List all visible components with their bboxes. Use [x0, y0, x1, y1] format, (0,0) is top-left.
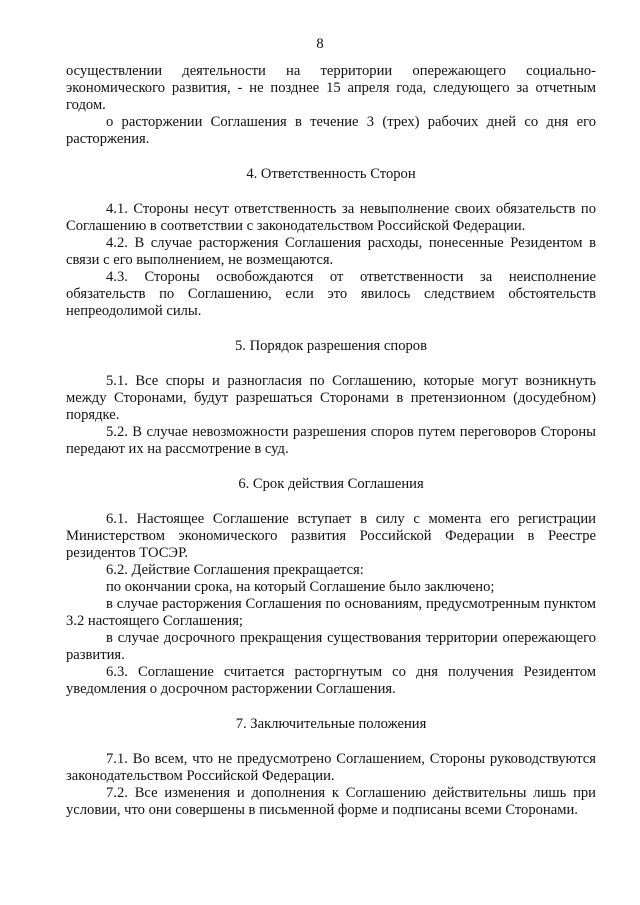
section-heading-4: 4. Ответственность Сторон	[246, 166, 416, 182]
section-heading-6: 6. Срок действия Соглашения	[238, 476, 424, 492]
paragraph-termination-notice: о расторжении Соглашения в течение 3 (трех) рабочих дней со дня его расторжения.	[66, 114, 596, 147]
paragraph-7-1: 7.1. Во всем, что не предусмотрено Соглашением, Стороны руководствуются законодательством Российской Федерации.	[66, 751, 596, 784]
paragraph-6-1: 6.1. Настоящее Соглашение вступает в силу с момента его регистрации Министерством экономического развития Российской Федерации в Реестре резидентов ТОСЭР.	[66, 511, 596, 561]
page-number: 8	[316, 36, 324, 52]
paragraph-4-1: 4.1. Стороны несут ответственность за невыполнение своих обязательств по Соглашению в соответствии с законодательством Российской Федерации.	[66, 201, 596, 234]
paragraph-6-2-item-1: по окончании срока, на который Соглашение было заключено;	[106, 579, 495, 595]
paragraph-continuation: осуществлении деятельности на территории опережающего социально-экономического развития, - не позднее 15 апреля года, следующего за отчетным годом.	[66, 63, 596, 113]
paragraph-6-2-item-3: в случае досрочного прекращения существования территории опережающего развития.	[66, 630, 596, 663]
paragraph-6-2-item-2: в случае расторжения Соглашения по основаниям, предусмотренным пунктом 3.2 настоящего Соглашения;	[66, 596, 596, 629]
section-heading-7: 7. Заключительные положения	[235, 716, 427, 732]
section-heading-5: 5. Порядок разрешения споров	[235, 338, 427, 354]
document-body	[66, 63, 596, 819]
paragraph-5-2: 5.2. В случае невозможности разрешения споров путем переговоров Стороны передают их на рассмотрение в суд.	[66, 424, 596, 457]
paragraph-7-2: 7.2. Все изменения и дополнения к Соглашению действительны лишь при условии, что они совершены в письменной форме и подписаны всеми Сторонами.	[66, 785, 596, 818]
paragraph-4-3: 4.3. Стороны освобождаются от ответственности за неисполнение обязательств по Соглашению, если это явилось следствием обстоятельств непреодолимой силы.	[66, 269, 596, 319]
paragraph-6-3: 6.3. Соглашение считается расторгнутым со дня получения Резидентом уведомления о досрочном расторжении Соглашения.	[66, 664, 596, 697]
paragraph-5-1: 5.1. Все споры и разногласия по Соглашению, которые могут возникнуть между Сторонами, будут разрешаться Сторонами в претензионном (досудебном) порядке.	[66, 373, 596, 423]
paragraph-4-2: 4.2. В случае расторжения Соглашения расходы, понесенные Резидентом в связи с его выполнением, не возмещаются.	[66, 235, 596, 268]
paragraph-6-2: 6.2. Действие Соглашения прекращается:	[106, 562, 364, 578]
